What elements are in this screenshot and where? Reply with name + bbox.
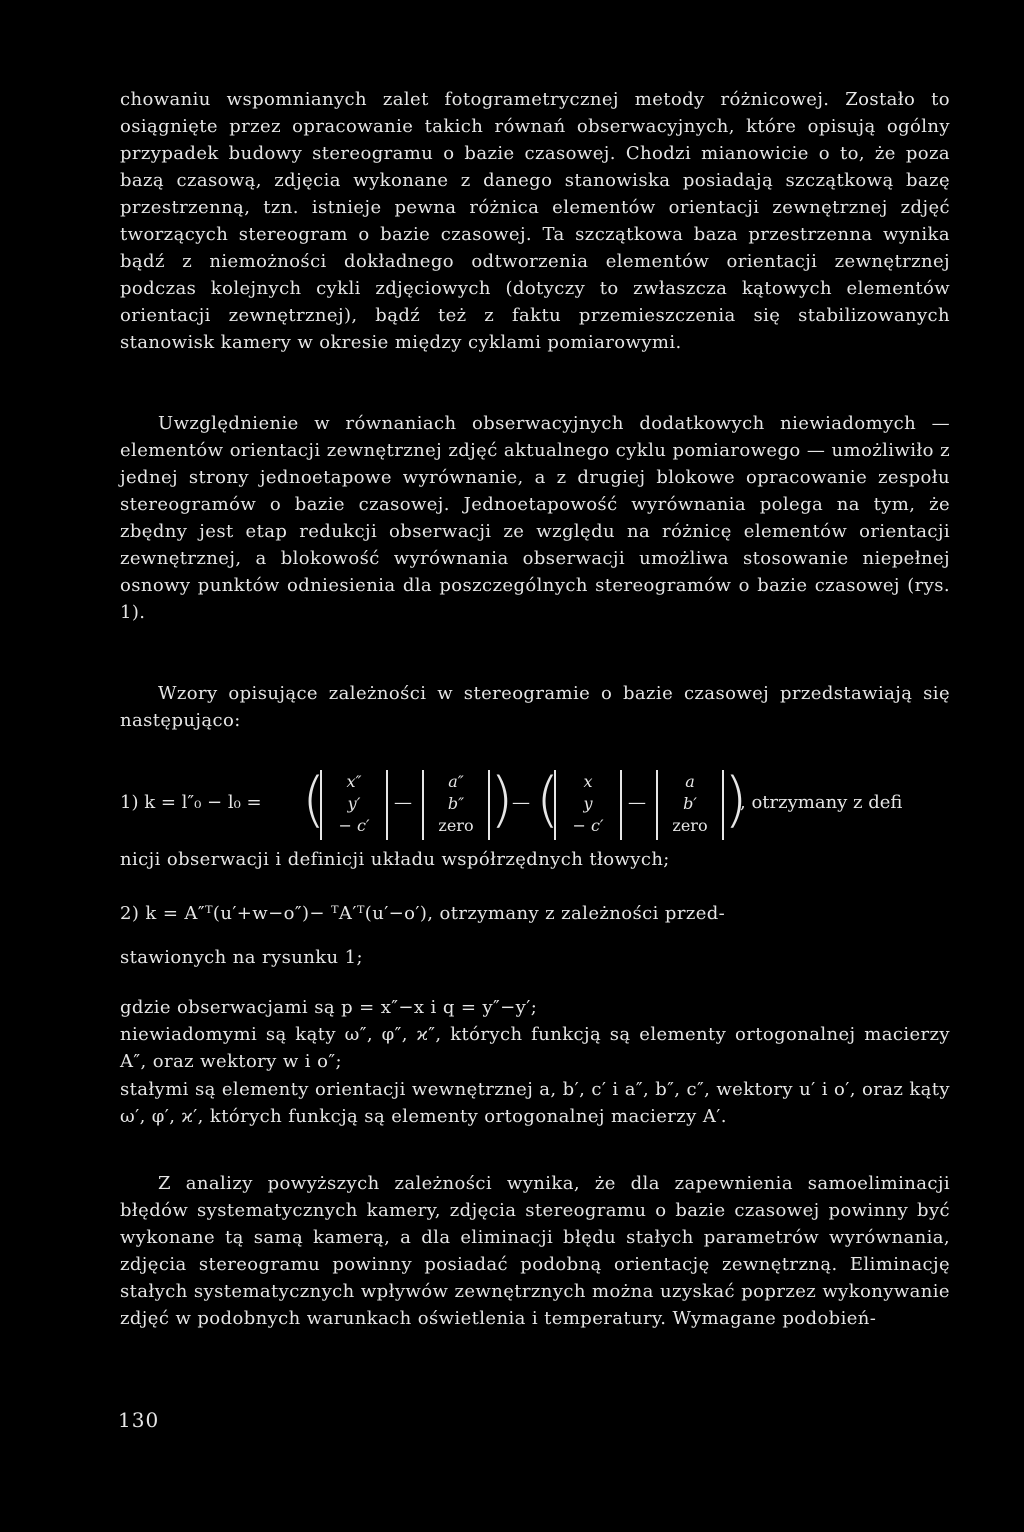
- minus-sign: —: [394, 792, 412, 813]
- formula-1: [120, 766, 960, 846]
- formula-2: 2) k = A″ᵀ(u′+w−o″)− ᵀA′ᵀ(u′−o′), otrzymany z zależności przed-: [120, 903, 726, 924]
- matrix-3: [554, 770, 622, 840]
- formula-1-label: 1) k = l″₀ − l₀ =: [120, 792, 262, 813]
- paren-close-1: ): [490, 765, 514, 835]
- matrix-2-cell: a″: [448, 772, 464, 791]
- definition-unknowns: niewiadomymi są kąty ω″, φ″, ϰ″, których funkcją są elementy ortogonalnej macierzy A″, oraz wektory w i o″;: [120, 1024, 950, 1072]
- matrix-3-cell: x: [583, 772, 593, 791]
- paren-close-2: ): [724, 765, 748, 835]
- matrix-1-cell: − c′: [338, 816, 370, 835]
- paren-open-2: (: [536, 765, 560, 835]
- paragraph-3: Wzory opisujące zależności w stereogramie o bazie czasowej przedstawiają się następująco:: [120, 683, 950, 731]
- matrix-2: [422, 770, 490, 840]
- matrix-3-cell: y: [583, 794, 593, 813]
- matrix-2-cell: zero: [438, 816, 474, 835]
- formula-2-continuation: stawionych na rysunku 1;: [120, 947, 363, 968]
- definition-observations: gdzie obserwacjami są p = x″−x i q = y″−y′;: [120, 997, 538, 1018]
- matrix-1-cell: x″: [346, 772, 362, 791]
- paragraph-4: Z analizy powyższych zależności wynika, że dla zapewnienia samoeliminacji błędów systematycznych kamery, zdjęcia stereogramu o bazie czasowej powinny być wykonane tą samą kamerą, a dla eliminacji błędu stałych parametrów wyrównania, zdjęcia stereogramu powinny posiadać podobną orientację zewnętrzną. Eliminację stałych systematycznych wpływów zewnętrznych można uzyskać poprzez wykonywanie zdjęć w podobnych warunkach oświetlenia i temperatury. Wymagane podobień-: [120, 1173, 950, 1329]
- matrix-4: [656, 770, 724, 840]
- matrix-4-cell: b′: [683, 794, 697, 813]
- matrix-3-cell: − c′: [572, 816, 604, 835]
- matrix-1: [320, 770, 388, 840]
- formula-1-continuation: nicji obserwacji i definicji układu współrzędnych tłowych;: [120, 849, 670, 870]
- paragraph-2: Uwzględnienie w równaniach obserwacyjnych dodatkowych niewiadomych — elementów orientacji zewnętrznej zdjęć aktualnego cyklu pomiarowego — umożliwiło z jednej strony jednoetapowe wyrównanie, a z drugiej blokowe opracowanie zespołu stereogramów o bazie czasowej. Jednoetapowość wyrównania polega na tym, że zbędny jest etap redukcji obserwacji ze względu na różnicę elementów orientacji zewnętrznej, a blokowość wyrównania obserwacji umożliwa stosowanie niepełnej osnowy punktów odniesienia dla poszczególnych stereogramów o bazie czasowej (rys. 1).: [120, 413, 950, 623]
- matrix-4-cell: zero: [672, 816, 708, 835]
- matrix-4-cell: a: [685, 772, 695, 791]
- minus-sign: —: [512, 792, 530, 813]
- paren-open-1: (: [302, 765, 326, 835]
- matrix-2-cell: b″: [447, 794, 465, 813]
- minus-sign: —: [628, 792, 646, 813]
- page-number: 130: [118, 1408, 160, 1432]
- formula-1-trail: , otrzymany z defi: [740, 792, 903, 813]
- definition-constants: stałymi są elementy orientacji wewnętrznej a, b′, c′ i a″, b″, c″, wektory u′ i o′, oraz kąty ω′, φ′, ϰ′, których funkcją są elementy ortogonalnej macierzy A′.: [120, 1079, 950, 1127]
- matrix-1-cell: y′: [347, 794, 361, 813]
- paragraph-1: chowaniu wspomnianych zalet fotogrametrycznej metody różnicowej. Zostało to osiągnięte przez opracowanie takich równań obserwacyjnych, które opisują ogólny przypadek budowy stereogramu o bazie czasowej. Chodzi mianowicie o to, że poza bazą czasową, zdjęcia wykonane z danego stanowiska posiadają szczątkową bazę przestrzenną, tzn. istnieje pewna różnica elementów orientacji zewnętrznej zdjęć tworzących stereogram o bazie czasowej. Ta szczątkowa baza przestrzenna wynika bądź z niemożności dokładnego odtworzenia elementów orientacji zewnętrznej podczas kolejnych cykli zdjęciowych (dotyczy to zwłaszcza kątowych elementów orientacji zewnętrznej), bądź też z faktu przemieszczenia się stabilizowanych stanowisk kamery w okresie między cyklami pomiarowymi.: [120, 89, 950, 353]
